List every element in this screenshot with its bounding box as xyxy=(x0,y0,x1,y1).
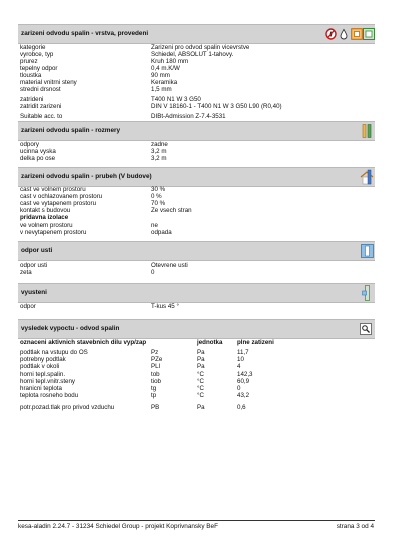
section-title: vysledek vypoctu - odvod spalin xyxy=(21,325,120,332)
section-title: zarizeni odvodu spalin - prubeh (V budove) xyxy=(21,173,152,180)
cell-label: potrebny podtlak xyxy=(20,356,66,363)
cell-unit: °C xyxy=(197,371,204,378)
row-label: tepelny odpor xyxy=(20,65,58,72)
row-value: Ze vsech stran xyxy=(151,207,192,214)
info-row xyxy=(20,303,375,310)
chimney-route-icon xyxy=(360,169,374,185)
row-value: 0 % xyxy=(151,193,162,200)
cell-value: 60,9 xyxy=(237,378,250,385)
row-label: tloustka xyxy=(20,72,42,79)
cell-unit: °C xyxy=(197,385,204,392)
magnifier-icon[interactable] xyxy=(360,323,372,335)
row-label: material vnitrni steny xyxy=(20,79,77,86)
footer-text: 2.24.7 - 31234 Schiedel Group - projekt Koprivnansky BeF xyxy=(52,523,219,530)
row-label: kategorie xyxy=(20,44,46,51)
row-label: zatridit zarizeni xyxy=(20,103,62,110)
cell-symbol: tp xyxy=(151,392,157,399)
row-label: prurez xyxy=(20,58,38,65)
col-header-value: plne zatizeni xyxy=(237,339,274,346)
footer-brand: kesa-aladin xyxy=(18,523,51,530)
cell-value: 4 xyxy=(237,363,241,370)
info-row xyxy=(20,86,375,93)
row-label: kontakt s budovou xyxy=(20,207,71,214)
row-label: delka po ose xyxy=(20,155,56,162)
info-row xyxy=(20,51,375,58)
row-label: cast ve volnem prostoru xyxy=(20,186,86,193)
row-label: vyrobce, typ xyxy=(20,51,54,58)
section-header-layer xyxy=(18,24,375,44)
row-label: ucinna vyska xyxy=(20,148,56,155)
table-row xyxy=(20,356,375,363)
row-label: odpor usti xyxy=(20,262,48,269)
cell-symbol: tg xyxy=(151,385,157,392)
cell-label: horni tepl.spalin. xyxy=(20,371,66,378)
row-label: ve volnem prostoru xyxy=(20,222,73,229)
info-row xyxy=(20,103,375,110)
info-row xyxy=(20,222,375,229)
cell-label: hranicni teplota xyxy=(20,385,62,392)
cell-label: teplota rosneho bodu xyxy=(20,392,79,399)
col-header-unit: jednotka xyxy=(197,339,223,346)
table-row xyxy=(20,404,375,411)
table-row xyxy=(20,363,375,370)
row-value: Kruh 180 mm xyxy=(151,58,189,65)
row-value: 0 xyxy=(151,269,155,276)
section-header-route xyxy=(18,167,375,187)
section-title: odpor usti xyxy=(21,247,53,254)
info-row xyxy=(20,58,375,65)
info-row xyxy=(20,148,375,155)
section-title: zarizeni odvodu spalin - rozmery xyxy=(21,127,121,134)
row-label: odpor xyxy=(20,303,36,310)
subheading-insulation: pridavna izolace xyxy=(20,214,69,221)
row-value: 3,2 m xyxy=(151,155,167,162)
info-row xyxy=(20,200,375,207)
footer-divider xyxy=(18,520,375,521)
cell-value: 10 xyxy=(237,356,244,363)
cell-label: podtlak na vstupu do OS xyxy=(20,349,88,356)
cell-unit: °C xyxy=(197,392,204,399)
results-header-row xyxy=(20,339,375,346)
info-row xyxy=(20,155,375,162)
info-row xyxy=(20,72,375,79)
row-value: ne xyxy=(151,222,158,229)
row-value: zadne xyxy=(151,141,168,148)
chimney-tee-icon xyxy=(362,285,373,301)
chimney-square-icon xyxy=(351,28,363,40)
cell-unit: Pa xyxy=(197,356,205,363)
row-value: 70 % xyxy=(151,200,166,207)
row-value: odpada xyxy=(151,229,172,236)
footer-left xyxy=(18,523,218,531)
row-label: zeta xyxy=(20,269,32,276)
row-label: zatrideni xyxy=(20,96,44,103)
cell-value: 43,2 xyxy=(237,392,250,399)
info-row xyxy=(20,113,375,120)
cell-value: 11,7 xyxy=(237,349,249,356)
row-value: 0,4 m.K/W xyxy=(151,65,180,72)
section-title: vyusteni xyxy=(21,289,47,296)
row-label: stredni drsnost xyxy=(20,86,61,93)
cell-unit: Pa xyxy=(197,404,205,411)
chimney-height-icon xyxy=(361,124,373,138)
table-row xyxy=(20,392,375,399)
cell-symbol: tiob xyxy=(151,378,161,385)
cell-label: horni tepl.vnitr.steny xyxy=(20,378,76,385)
cell-unit: Pa xyxy=(197,349,205,356)
row-value: T-kus 45 ° xyxy=(151,303,179,310)
cell-value: 0 xyxy=(237,385,241,392)
section-title: zarizeni odvodu spalin - vrstva, provedeni xyxy=(21,30,149,37)
section-header-outlet-resistance xyxy=(18,241,375,261)
info-row xyxy=(20,186,375,193)
info-row xyxy=(20,193,375,200)
row-value: DIN V 18160-1 - T400 N1 W 3 G50 L90 (R0,40) xyxy=(151,103,282,110)
row-value: T400 N1 W 3 G50 xyxy=(151,96,201,103)
cell-label: potr.pozad.tlak pro privod vzduchu xyxy=(20,404,115,411)
info-row xyxy=(20,141,375,148)
table-row xyxy=(20,371,375,378)
cell-unit: °C xyxy=(197,378,204,385)
row-value: 90 mm xyxy=(151,72,170,79)
cell-symbol: PZe xyxy=(151,356,163,363)
no-fire-icon xyxy=(325,28,337,40)
row-label: Suitable acc. to xyxy=(20,113,63,120)
row-value: Keramika xyxy=(151,79,178,86)
row-value: Zarizeni pro odvod spalin vicevrstve xyxy=(151,44,250,51)
table-row xyxy=(20,378,375,385)
cell-symbol: Pz xyxy=(151,349,159,356)
drop-icon xyxy=(338,28,350,40)
row-label: odpory xyxy=(20,141,39,148)
info-row xyxy=(20,207,375,214)
cell-symbol: PB xyxy=(151,404,160,411)
cell-value: 142,3 xyxy=(237,371,253,378)
section-header-results xyxy=(18,319,375,339)
row-value: Otevrene usti xyxy=(151,262,188,269)
section-header-dimensions xyxy=(18,121,375,141)
cell-unit: Pa xyxy=(197,363,205,370)
footer-page-number: strana 3 od 4 xyxy=(336,523,374,530)
col-header-label: oznaceni aktivnich stavebnich dilu vyp/zap xyxy=(20,339,147,346)
cell-label: podtlak v okoli xyxy=(20,363,60,370)
info-row xyxy=(20,96,375,103)
row-label: cast ve vytapenem prostoru xyxy=(20,200,97,207)
chimney-outlet-icon xyxy=(361,244,374,258)
row-value: 1,5 mm xyxy=(151,86,172,93)
info-row xyxy=(20,262,375,269)
row-value: Schiedel, ABSOLUT 1-tahovy. xyxy=(151,51,234,58)
info-row xyxy=(20,44,375,51)
table-row xyxy=(20,385,375,392)
info-row xyxy=(20,79,375,86)
row-value: 3,2 m xyxy=(151,148,167,155)
row-label: cast v ochlazovanem prostoru xyxy=(20,193,103,200)
cell-symbol: PLl xyxy=(151,363,160,370)
row-label: v nevytapenem prostoru xyxy=(20,229,87,236)
cell-value: 0,6 xyxy=(237,404,246,411)
info-row xyxy=(20,65,375,72)
info-row xyxy=(20,229,375,236)
section-header-outlet xyxy=(18,283,375,303)
row-value: 30 % xyxy=(151,186,166,193)
table-row xyxy=(20,349,375,356)
row-value: DIBt-Admission Z-7.4-3531 xyxy=(151,113,226,120)
cell-symbol: tob xyxy=(151,371,160,378)
info-row xyxy=(20,269,375,276)
building-icon xyxy=(363,28,375,40)
